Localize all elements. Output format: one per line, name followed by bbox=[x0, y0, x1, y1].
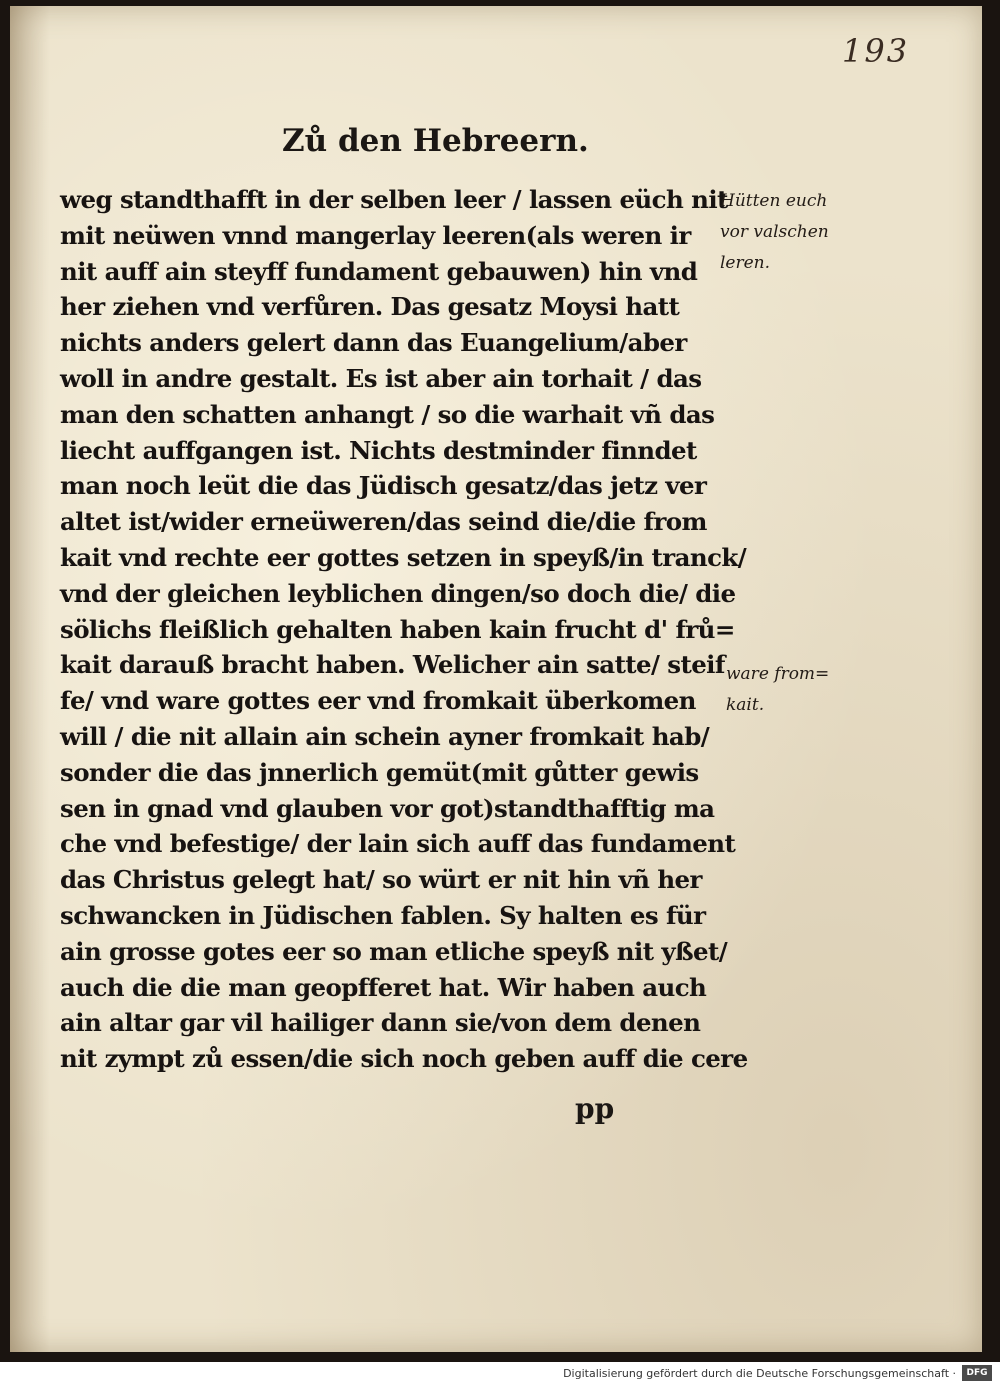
text-line: liecht auffgangen ist. Nichts destminder finndet bbox=[60, 435, 697, 465]
text-line: fe/ vnd ware gottes eer vnd fromkait überkomen bbox=[60, 686, 696, 716]
text-line: vnd der gleichen leyblichen dingen/so doch die/ die bbox=[60, 578, 736, 608]
marginal-note-line: kait. bbox=[726, 695, 765, 715]
text-line: nit zympt zů essen/die sich noch geben auff die cere bbox=[60, 1044, 748, 1074]
book-page bbox=[10, 6, 982, 1352]
marginal-note bbox=[726, 659, 829, 721]
text-line: sölichs fleißlich gehalten haben kain frucht d' frů= bbox=[60, 614, 735, 644]
text-line: nit auff ain steyff fundament gebauwen) hin vnd bbox=[60, 256, 698, 286]
text-line: altet ist/wider erneüweren/das seind die/die from bbox=[60, 507, 707, 537]
signature-mark: pp bbox=[575, 1092, 615, 1125]
text-line: auch die die man geopfferet hat. Wir haben auch bbox=[60, 972, 707, 1002]
footer-bar bbox=[0, 1362, 1000, 1385]
text-line: woll in andre gestalt. Es ist aber ain torhait / das bbox=[60, 363, 702, 393]
text-line: man den schatten anhangt / so die warhait vñ das bbox=[60, 399, 715, 429]
text-line: kait darauß bracht haben. Welicher ain satte/ steif bbox=[60, 650, 725, 680]
text-line: her ziehen vnd verfůren. Das gesatz Moysi hatt bbox=[60, 292, 680, 322]
marginal-note-line: Hütten euch bbox=[720, 191, 828, 211]
marginal-note-line: ware from= bbox=[726, 664, 830, 684]
text-line: sonder die das jnnerlich gemüt(mit gůtter gewis bbox=[60, 757, 699, 787]
text-line: das Christus gelegt hat/ so würt er nit hin vñ her bbox=[60, 865, 702, 895]
text-line: weg standthafft in der selben leer / lassen eüch nit bbox=[60, 185, 728, 214]
marginal-note bbox=[720, 186, 829, 279]
text-line: man noch leüt die das Jüdisch gesatz/das jetz ver bbox=[60, 471, 707, 501]
text-line: nichts anders gelert dann das Euangelium/aber bbox=[60, 328, 687, 358]
text-line: mit neüwen vnnd mangerlay leeren(als weren ir bbox=[60, 220, 691, 250]
text-line: schwancken in Jüdischen fablen. Sy halten es für bbox=[60, 900, 706, 930]
footer-credit: Digitalisierung gefördert durch die Deutsche Forschungsgemeinschaft · bbox=[563, 1367, 956, 1380]
text-line: sen in gnad vnd glauben vor got)standthafftig ma bbox=[60, 793, 715, 823]
text-line: kait vnd rechte eer gottes setzen in speyß/in tranck/ bbox=[60, 542, 747, 572]
running-head: Zů den Hebreern. bbox=[282, 123, 589, 159]
text-line: ain grosse gotes eer so man etliche speyß nit yßet/ bbox=[60, 936, 728, 966]
text-line: ain altar gar vil hailiger dann sie/von dem denen bbox=[60, 1008, 701, 1038]
marginal-note-line: vor valschen bbox=[720, 222, 829, 242]
dfg-logo: DFG bbox=[962, 1365, 992, 1381]
text-line: will / die nit allain ain schein ayner fromkait hab/ bbox=[60, 721, 710, 751]
text-line: che vnd befestige/ der lain sich auff das fundament bbox=[60, 829, 736, 859]
marginal-note-line: leren. bbox=[720, 253, 771, 273]
folio-number: 193 bbox=[842, 32, 910, 70]
